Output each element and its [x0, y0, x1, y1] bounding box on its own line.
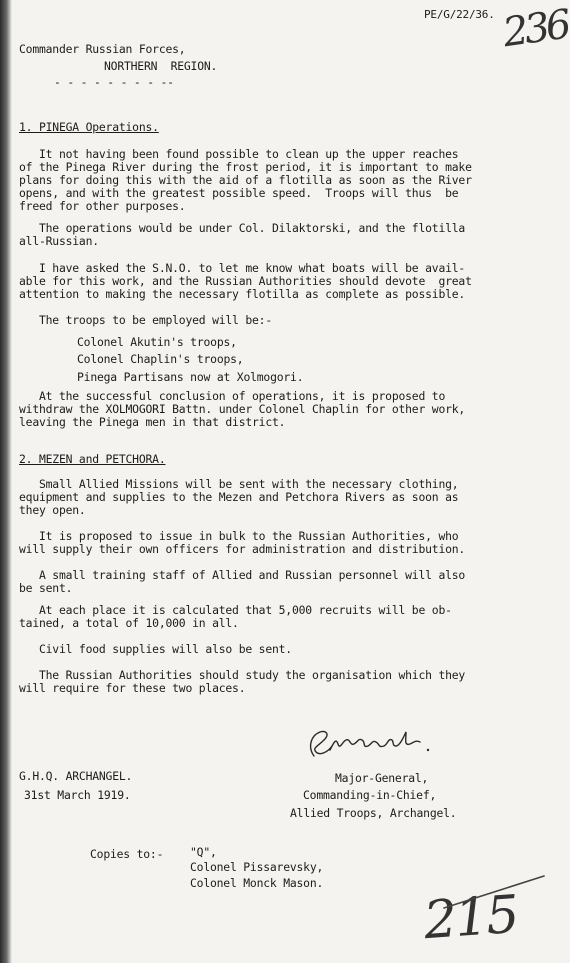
s2-para2-line: will supply their own officers for administration and distribution. — [19, 542, 466, 556]
s1-para1-line: plans for doing this with the aid of a flotilla as soon as the River — [19, 173, 472, 187]
s1-para1-line: opens, and with the greatest possible speed. Troops will thus be — [19, 186, 459, 200]
section-2-heading: 2. MEZEN and PETCHORA. — [19, 452, 166, 466]
s1-para3-line: attention to making the necessary flotilla as complete as possible. — [19, 287, 466, 301]
s1-para4-line: withdraw the XOLMOGORI Battn. under Colonel Chaplin for other work, — [19, 402, 466, 416]
copies-recipient: Colonel Monck Mason. — [190, 876, 324, 890]
addressee-line-2: NORTHERN REGION. — [104, 59, 218, 73]
s1-para3-line: able for this work, and the Russian Authorities should devote great — [19, 274, 472, 288]
s2-para1-line: equipment and supplies to the Mezen and Petchora Rivers as soon as — [19, 490, 459, 504]
s2-para6-line: The Russian Authorities should study the organisation which they — [19, 668, 466, 682]
signatory-rank: Major-General, — [335, 771, 429, 785]
folio-number-top: 236 — [500, 1, 570, 57]
s1-para3-line: I have asked the S.N.O. to let me know what boats will be avail- — [19, 261, 466, 275]
folio-number-bottom: 215 — [422, 884, 520, 952]
signatory-command: Allied Troops, Archangel. — [290, 806, 457, 820]
section-1-heading: 1. PINEGA Operations. — [19, 120, 159, 134]
s1-para1-line: It not having been found possible to clean up the upper reaches — [19, 147, 459, 161]
s1-para4-line: At the successful conclusion of operations, it is proposed to — [19, 389, 446, 403]
s1-para2-line: The operations would be under Col. Dilaktorski, and the flotilla — [19, 221, 466, 235]
s2-para3-line: be sent. — [19, 581, 73, 595]
copies-label: Copies to:- — [90, 847, 164, 861]
s2-para4-line: At each place it is calculated that 5,000 recruits will be ob- — [19, 603, 452, 617]
troop-list-item: Colonel Chaplin's troops, — [77, 352, 244, 366]
s1-para4-line: leaving the Pinega men in that district. — [19, 415, 286, 429]
hq-location: G.H.Q. ARCHANGEL. — [19, 769, 133, 783]
s2-para6-line: will require for these two places. — [19, 681, 246, 695]
s2-para1-line: they open. — [19, 503, 86, 517]
addressee-rule: - - - - - - - - -- — [54, 75, 174, 89]
addressee-line-1: Commander Russian Forces, — [19, 42, 186, 56]
copies-recipient: "Q", — [190, 845, 217, 859]
troop-list-item: Pinega Partisans now at Xolmogori. — [77, 370, 304, 384]
pencil-stroke — [440, 872, 550, 912]
troops-intro: The troops to be employed will be:- — [19, 313, 272, 327]
s2-para4-line: tained, a total of 10,000 in all. — [19, 616, 239, 630]
troop-list-item: Colonel Akutin's troops, — [77, 335, 237, 349]
s1-para1-line: of the Pinega River during the frost period, it is important to make — [19, 160, 472, 174]
s2-para3-line: A small training staff of Allied and Russian personnel will also — [19, 568, 466, 582]
signatory-role: Commanding-in-Chief, — [303, 788, 437, 802]
s1-para1-line: freed for other purposes. — [19, 199, 186, 213]
s2-para5-line: Civil food supplies will also be sent. — [19, 642, 292, 656]
reference-number: PE/G/22/36. — [424, 8, 495, 21]
scanned-page-edge — [0, 0, 12, 963]
document-date: 31st March 1919. — [24, 788, 131, 802]
ironside-signature — [300, 722, 440, 772]
s2-para2-line: It is proposed to issue in bulk to the Russian Authorities, who — [19, 529, 459, 543]
s1-para2-line: all-Russian. — [19, 234, 99, 248]
copies-recipient: Colonel Pissarevsky, — [190, 860, 324, 874]
s2-para1-line: Small Allied Missions will be sent with the necessary clothing, — [19, 477, 459, 491]
